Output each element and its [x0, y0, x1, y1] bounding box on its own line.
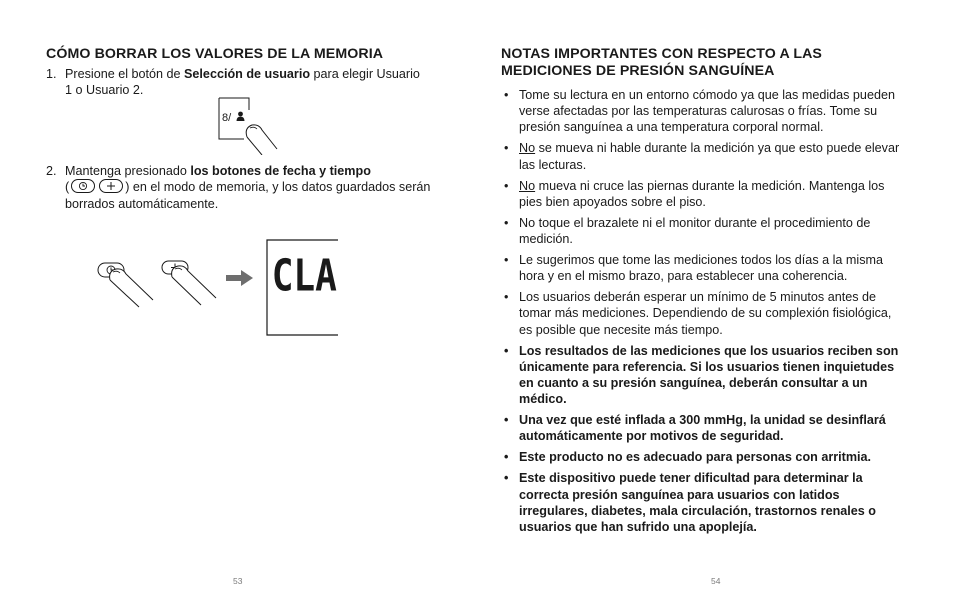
note-text: Los resultados de las mediciones que los usuarios reciben son únicamente para referencia. Si los usuarios tienen inquietudes en cuanto a su presión sanguínea, deberán consultar a un médico. [519, 343, 899, 407]
note-item [501, 449, 901, 465]
bullet: • [504, 253, 509, 268]
finger-icon [246, 125, 277, 155]
note-item [501, 140, 901, 172]
note-item [501, 252, 901, 284]
note-text: No toque el brazalete ni el monitor durante el procedimiento de medición. [519, 215, 871, 247]
note-item [501, 343, 901, 408]
step-1-text-before: Presione el botón de [65, 67, 185, 81]
bullet: • [504, 343, 509, 358]
note-text: Este producto no es adecuado para personas con arritmia. [519, 450, 872, 465]
notes-list [501, 87, 901, 540]
step-1-text-bold: Selección de usuario [184, 67, 311, 81]
finger-icon [110, 269, 153, 307]
bullet: • [504, 178, 509, 193]
step-2-number: 2. [46, 164, 57, 178]
note-text: mueva ni cruce las piernas durante la medición. Mantenga los pies bien apoyados sobre el piso. [519, 178, 885, 209]
note-item [501, 470, 901, 535]
bullet: • [504, 290, 509, 305]
note-item [501, 215, 901, 247]
step-1-number: 1. [46, 67, 57, 81]
bullet: • [504, 471, 509, 486]
bullet: • [504, 141, 509, 156]
step-2-text-bold: los botones de fecha y tiempo [190, 164, 371, 178]
memory-clear-heading: CÓMO BORRAR LOS VALORES DE LA MEMORIA [46, 46, 384, 62]
clock-button-icon [71, 179, 95, 193]
user-button-label: 8/ [222, 112, 232, 124]
step-2-text-after: ) en el modo de memoria, y los datos guardados serán borrados automáticamente. [65, 180, 431, 211]
lcd-display-text: CLA [271, 251, 337, 302]
step-1-text-after: para elegir Usuario 1 o Usuario 2. [65, 67, 420, 98]
note-item [501, 412, 901, 444]
note-item [501, 87, 901, 136]
user-icon [237, 112, 245, 121]
plus-button-press-figure [158, 258, 218, 306]
page-number-left: 53 [233, 576, 243, 586]
note-text: Los usuarios deberán esperar un mínimo de 5 minutos antes de tomar más mediciones. Dependiendo de su complexión fisiológica, es posible que necesite más tiempo. [519, 290, 892, 337]
note-text: Una vez que esté inflada a 300 mmHg, la unidad se desinflará automáticamente por motivos de seguridad. [519, 413, 886, 444]
lcd-display [266, 239, 340, 337]
note-text: se mueva ni hable durante la medición ya que esto puede elevar las lecturas. [519, 141, 900, 172]
important-notes-heading: NOTAS IMPORTANTES CON RESPECTO A LAS MEDICIONES DE PRESIÓN SANGUÍNEA [501, 46, 822, 79]
note-text: Le sugerimos que tome las mediciones todos los días a la misma hora y en el mismo brazo, para establecer una coherencia. [519, 253, 883, 284]
bullet: • [504, 450, 509, 465]
step-2-text-before: Mantenga presionado [65, 164, 191, 178]
note-text: Tome su lectura en un entorno cómodo ya que las medidas pueden verse afectadas por las temperaturas calurosas o frías. Tome su presión sanguínea a una temperatura corporal normal. [519, 88, 895, 135]
bullet: • [504, 215, 509, 230]
right-arrow-icon [226, 270, 254, 286]
user-select-button-figure [218, 97, 280, 155]
note-underlined-word: No [519, 178, 536, 193]
right-page [477, 0, 954, 600]
finger-icon [172, 266, 216, 305]
step-2-paren: ( [65, 180, 70, 195]
note-text: Este dispositivo puede tener dificultad para determinar la correcta presión sanguínea para usuarios con latidos irregulares, diabetes, mala circulación, trastornos renales o usuarios que han sufrido una apoplejía. [519, 471, 876, 535]
page-number-right: 54 [711, 576, 721, 586]
note-underlined-word: No [519, 141, 536, 156]
bullet: • [504, 88, 509, 102]
step-2-text [65, 163, 435, 212]
bullet: • [504, 413, 509, 428]
note-item [501, 178, 901, 210]
note-item [501, 289, 901, 338]
clock-button-press-figure [97, 260, 155, 308]
plus-button-icon [99, 179, 123, 193]
step-1-text [65, 66, 425, 99]
